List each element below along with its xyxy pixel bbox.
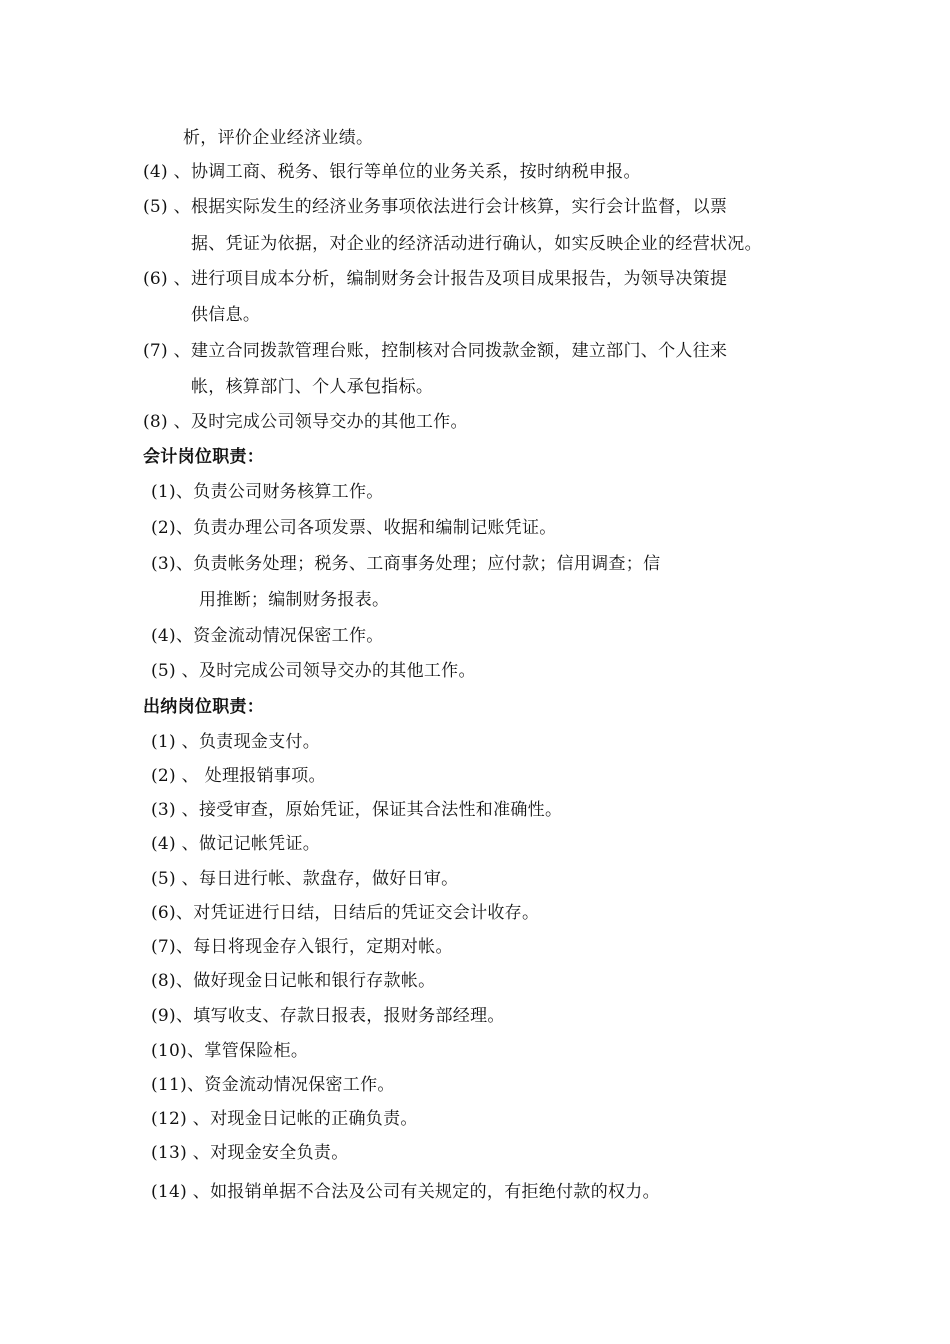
duty-line: (13) 、对现金安全负责。 xyxy=(151,1143,349,1163)
duty-line: 析，评价企业经济业绩。 xyxy=(183,128,374,148)
duty-line: (10)、掌管保险柜。 xyxy=(151,1041,309,1061)
duty-line: (6)、对凭证进行日结，日结后的凭证交会计收存。 xyxy=(151,903,540,923)
duty-line: (14) 、如报销单据不合法及公司有关规定的，有拒绝付款的权力。 xyxy=(151,1182,660,1202)
duty-line: (2) 、 处理报销事项。 xyxy=(151,766,326,786)
duty-line: (7)、每日将现金存入银行，定期对帐。 xyxy=(151,937,453,957)
section-heading-cashier: 出纳岗位职责： xyxy=(143,697,265,717)
duty-line: (2)、负责办理公司各项发票、收据和编制记账凭证。 xyxy=(151,518,557,538)
duty-line: (1) 、负责现金支付。 xyxy=(151,732,321,752)
duty-line: (4) 、做记记帐凭证。 xyxy=(151,834,321,854)
duty-line: (5) 、及时完成公司领导交办的其他工作。 xyxy=(151,661,476,681)
duty-line: (4)、资金流动情况保密工作。 xyxy=(151,626,384,646)
duty-line: (1)、负责公司财务核算工作。 xyxy=(151,482,384,502)
duty-line: (11)、资金流动情况保密工作。 xyxy=(151,1075,395,1095)
duty-line: 用推断；编制财务报表。 xyxy=(199,590,390,610)
duty-line: (4) 、协调工商、税务、银行等单位的业务关系，按时纳税申报。 xyxy=(143,162,641,182)
section-heading-accountant: 会计岗位职责： xyxy=(143,447,265,467)
duty-line: 据、凭证为依据，对企业的经济活动进行确认，如实反映企业的经营状况。 xyxy=(191,234,762,254)
duty-line: (5) 、根据实际发生的经济业务事项依法进行会计核算，实行会计监督，以票 xyxy=(143,197,728,217)
duty-line: (3)、负责帐务处理；税务、工商事务处理；应付款；信用调查；信 xyxy=(151,554,661,574)
duty-line: (8)、做好现金日记帐和银行存款帐。 xyxy=(151,971,436,991)
duty-line: (3) 、接受审查，原始凭证，保证其合法性和准确性。 xyxy=(151,800,563,820)
duty-line: (7) 、建立合同拨款管理台账，控制核对合同拨款金额，建立部门、个人往来 xyxy=(143,341,728,361)
duty-line: (6) 、进行项目成本分析，编制财务会计报告及项目成果报告，为领导决策提 xyxy=(143,269,728,289)
duty-line: 供信息。 xyxy=(191,305,261,325)
duty-line: 帐，核算部门、个人承包指标。 xyxy=(191,377,434,397)
duty-line: (12) 、对现金日记帐的正确负责。 xyxy=(151,1109,418,1129)
duty-line: (5) 、每日进行帐、款盘存，做好日审。 xyxy=(151,869,459,889)
duty-line: (9)、填写收支、存款日报表，报财务部经理。 xyxy=(151,1006,505,1026)
duty-line: (8) 、及时完成公司领导交办的其他工作。 xyxy=(143,412,468,432)
